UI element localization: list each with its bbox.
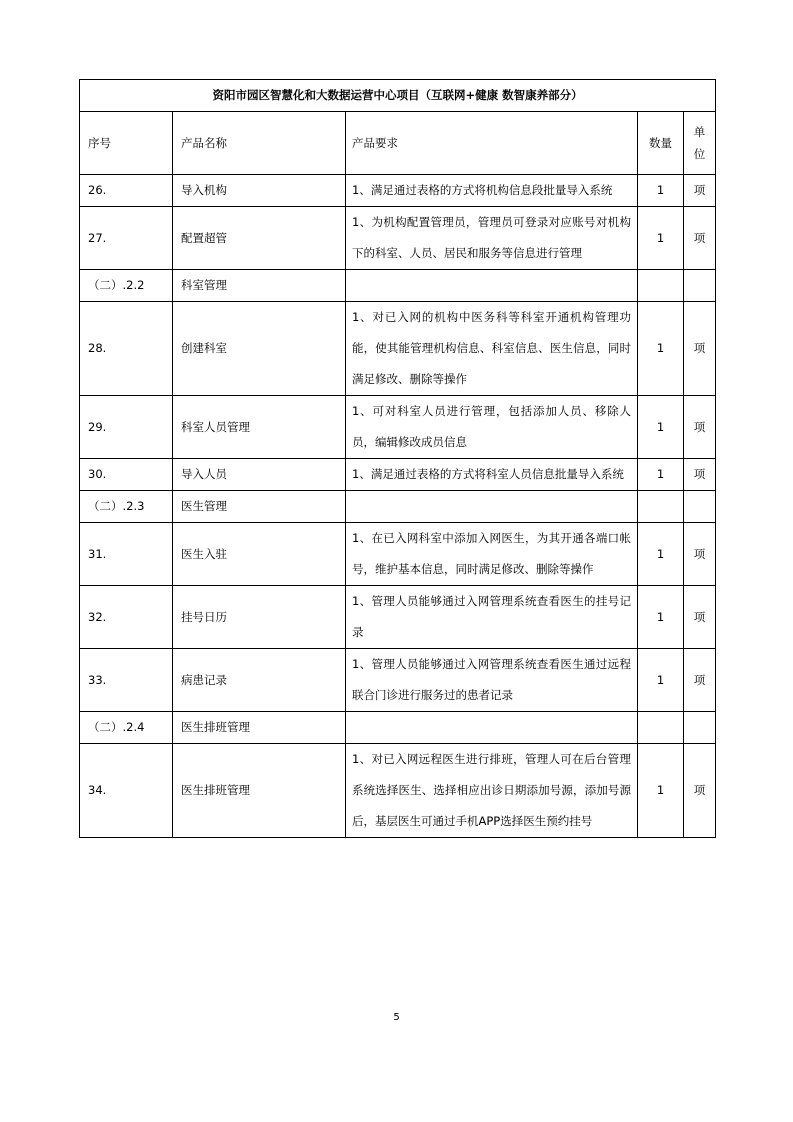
row-requirement: 1、为机构配置管理员，管理员可登录对应账号对机构下的科室、人员、居民和服务等信息进行管理 [346,207,638,270]
table-row [80,175,716,207]
row-quantity [638,712,684,744]
row-name: 病患记录 [173,649,346,712]
row-unit: 项 [684,459,716,491]
row-name: 医生管理 [173,491,346,523]
row-name: 导入机构 [173,175,346,207]
section-row [80,491,716,523]
requirements-table [79,79,716,838]
row-no: 28. [80,302,173,396]
row-unit: 项 [684,302,716,396]
row-requirement: 1、管理人员能够通过入网管理系统查看医生通过远程联合门诊进行服务过的患者记录 [346,649,638,712]
row-name: 创建科室 [173,302,346,396]
row-unit: 项 [684,649,716,712]
row-quantity [638,491,684,523]
table-row [80,744,716,838]
row-requirement: 1、满足通过表格的方式将机构信息段批量导入系统 [346,175,638,207]
row-quantity: 1 [638,175,684,207]
row-no: 26. [80,175,173,207]
row-quantity [638,270,684,302]
row-no: （二）.2.4 [80,712,173,744]
row-no: 34. [80,744,173,838]
row-requirement: 1、对已入网远程医生进行排班，管理人可在后台管理系统选择医生、选择相应出诊日期添加号源，添加号源后，基层医生可通过手机APP选择医生预约挂号 [346,744,638,838]
row-name: 科室管理 [173,270,346,302]
row-name: 医生排班管理 [173,744,346,838]
table-title: 资阳市园区智慧化和大数据运营中心项目（互联网+健康 数智康养部分） [80,80,716,112]
table-row [80,523,716,586]
row-name: 导入人员 [173,459,346,491]
row-quantity: 1 [638,586,684,649]
row-name: 医生排班管理 [173,712,346,744]
header-no: 序号 [80,112,173,175]
row-requirement: 1、满足通过表格的方式将科室人员信息批量导入系统 [346,459,638,491]
row-no: 31. [80,523,173,586]
header-name: 产品名称 [173,112,346,175]
row-unit: 项 [684,523,716,586]
table-row [80,207,716,270]
row-no: 27. [80,207,173,270]
section-row [80,712,716,744]
row-no: 32. [80,586,173,649]
row-unit: 项 [684,744,716,838]
table-row [80,396,716,459]
row-unit: 项 [684,396,716,459]
row-quantity: 1 [638,396,684,459]
header-unit-line2: 位 [693,147,706,161]
row-no: 30. [80,459,173,491]
row-name: 配置超管 [173,207,346,270]
header-quantity: 数量 [638,112,684,175]
row-quantity: 1 [638,302,684,396]
row-quantity: 1 [638,459,684,491]
row-unit [684,270,716,302]
row-quantity: 1 [638,523,684,586]
row-unit: 项 [684,175,716,207]
row-no: （二）.2.3 [80,491,173,523]
row-quantity: 1 [638,207,684,270]
row-requirement: 1、对已入网的机构中医务科等科室开通机构管理功能，使其能管理机构信息、科室信息、医生信息，同时满足修改、删除等操作 [346,302,638,396]
table-row [80,586,716,649]
table-row [80,459,716,491]
table-title-row [80,80,716,112]
row-name: 医生入驻 [173,523,346,586]
row-no: 29. [80,396,173,459]
row-name: 挂号日历 [173,586,346,649]
row-requirement [346,491,638,523]
row-quantity: 1 [638,649,684,712]
row-name: 科室人员管理 [173,396,346,459]
table-header-row [80,112,716,175]
header-unit [684,112,716,175]
row-requirement: 1、管理人员能够通过入网管理系统查看医生的挂号记录 [346,586,638,649]
row-requirement: 1、可对科室人员进行管理，包括添加人员、移除人员，编辑修改成员信息 [346,396,638,459]
section-row [80,270,716,302]
header-requirement: 产品要求 [346,112,638,175]
row-unit: 项 [684,207,716,270]
row-no: （二）.2.2 [80,270,173,302]
table-row [80,302,716,396]
table-row [80,649,716,712]
row-unit [684,491,716,523]
row-requirement [346,270,638,302]
row-requirement [346,712,638,744]
row-unit [684,712,716,744]
row-requirement: 1、在已入网科室中添加入网医生，为其开通各端口帐号，维护基本信息，同时满足修改、删除等操作 [346,523,638,586]
header-unit-line1: 单 [693,125,706,139]
row-unit: 项 [684,586,716,649]
row-no: 33. [80,649,173,712]
row-quantity: 1 [638,744,684,838]
page-number: 5 [393,1012,400,1023]
